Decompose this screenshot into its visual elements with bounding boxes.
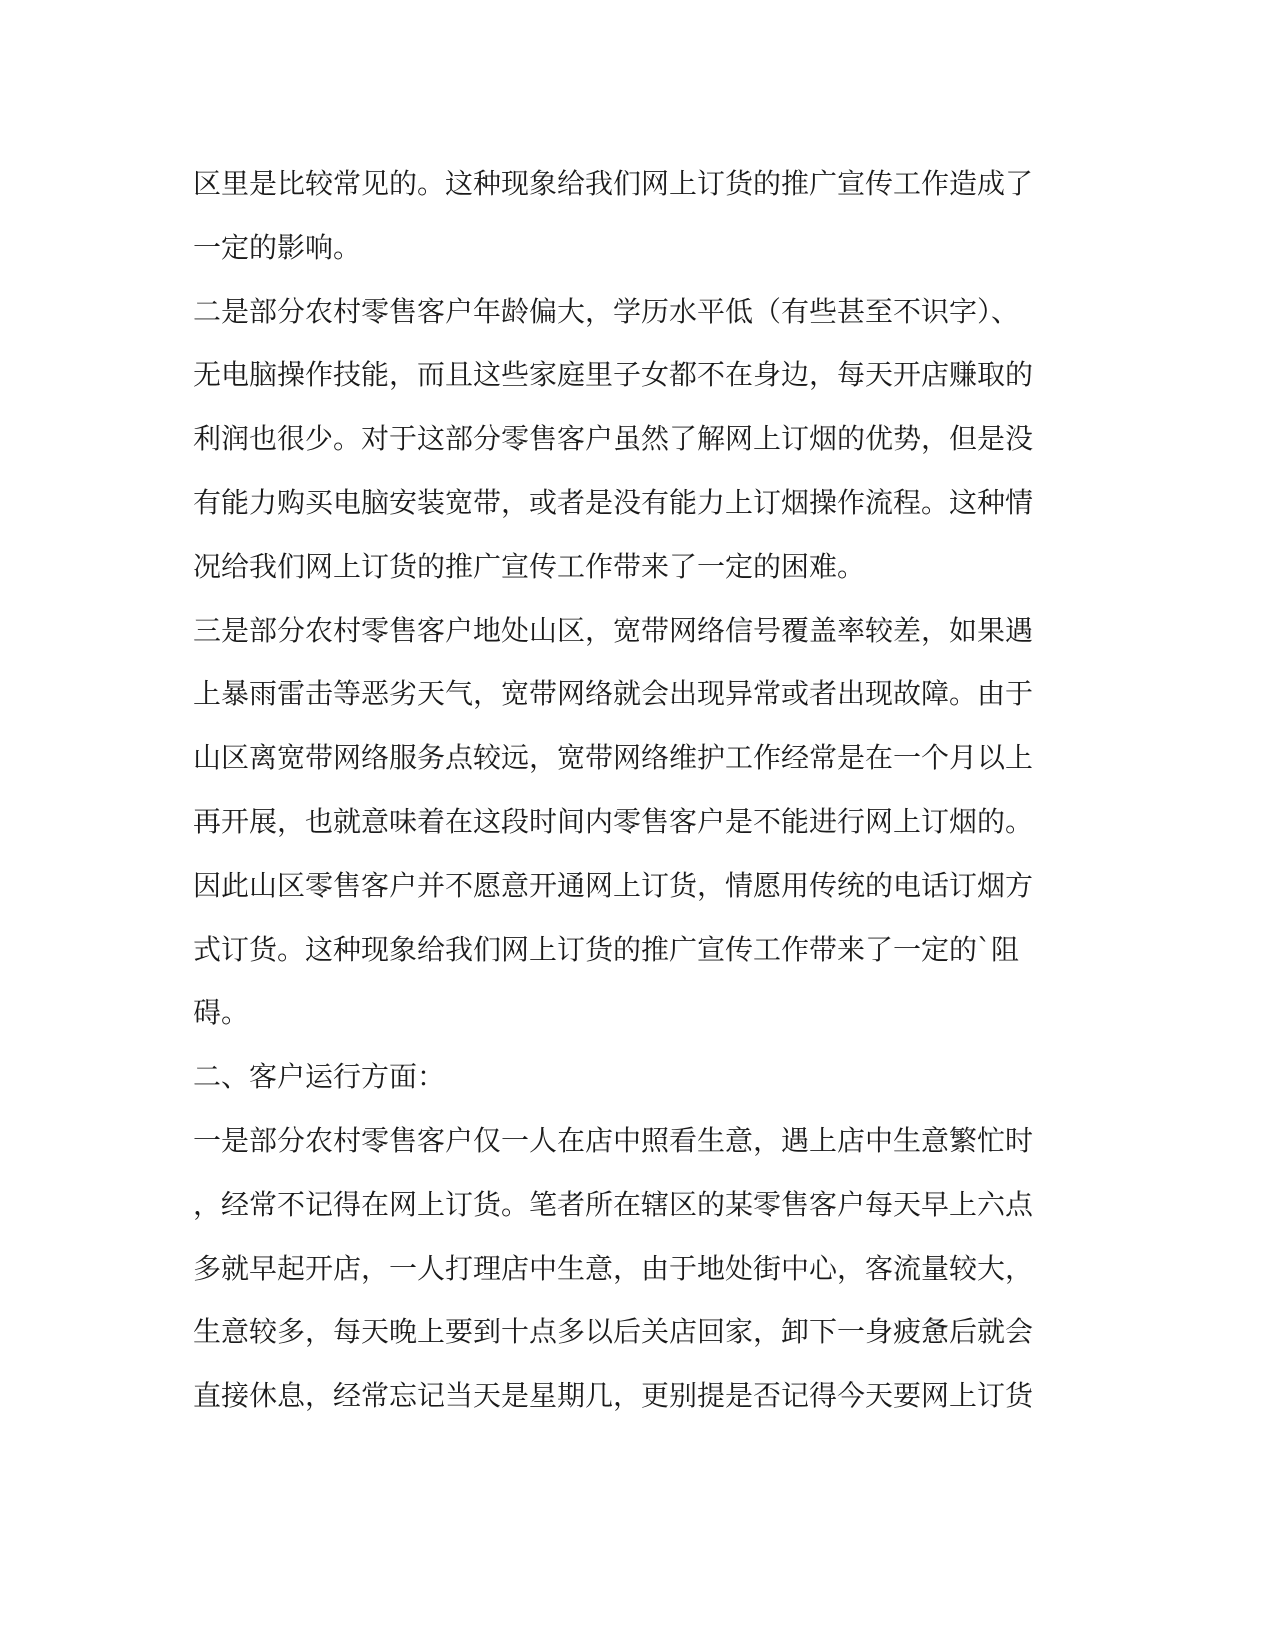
text-line: ，经常不记得在网上订货。笔者所在辖区的某零售客户每天早上六点 xyxy=(193,1187,1034,1221)
text-line: 上暴雨雷击等恶劣天气，宽带网络就会出现异常或者出现故障。由于 xyxy=(193,677,1034,711)
text-line: 三是部分农村零售客户地处山区，宽带网络信号覆盖率较差，如果遇 xyxy=(193,613,1034,647)
text-line: 因此山区零售客户并不愿意开通网上订货，情愿用传统的电话订烟方 xyxy=(193,868,1034,902)
text-line: 山区离宽带网络服务点较远，宽带网络维护工作经常是在一个月以上 xyxy=(193,741,1034,775)
text-line: 利润也很少。对于这部分零售客户虽然了解网上订烟的优势，但是没 xyxy=(193,422,1034,456)
text-line: 二是部分农村零售客户年龄偏大，学历水平低（有些甚至不识字）、 xyxy=(193,294,1020,328)
section-heading: 二、客户运行方面： xyxy=(193,1060,446,1094)
text-line: 多就早起开店，一人打理店中生意，由于地处街中心，客流量较大， xyxy=(193,1251,1034,1285)
text-line: 一是部分农村零售客户仅一人在店中照看生意，遇上店中生意繁忙时 xyxy=(193,1123,1034,1157)
text-line: 生意较多，每天晚上要到十点多以后关店回家，卸下一身疲惫后就会 xyxy=(193,1315,1034,1349)
text-line: 一定的影响。 xyxy=(193,230,362,264)
text-line: 式订货。这种现象给我们网上订货的推广宣传工作带来了一定的`阻 xyxy=(193,932,1020,966)
text-line: 无电脑操作技能，而且这些家庭里子女都不在身边，每天开店赚取的 xyxy=(193,358,1034,392)
text-line: 有能力购买电脑安装宽带，或者是没有能力上订烟操作流程。这种情 xyxy=(193,485,1034,519)
text-line: 区里是比较常见的。这种现象给我们网上订货的推广宣传工作造成了 xyxy=(193,167,1034,200)
body-text xyxy=(193,152,1073,1428)
text-line: 再开展，也就意味着在这段时间内零售客户是不能进行网上订烟的。 xyxy=(193,804,1034,838)
text-line: 直接休息，经常忘记当天是星期几，更别提是否记得今天要网上订货 xyxy=(193,1379,1034,1413)
text-line: 况给我们网上订货的推广宣传工作带来了一定的困难。 xyxy=(193,549,866,583)
text-line: 碍。 xyxy=(193,996,250,1030)
